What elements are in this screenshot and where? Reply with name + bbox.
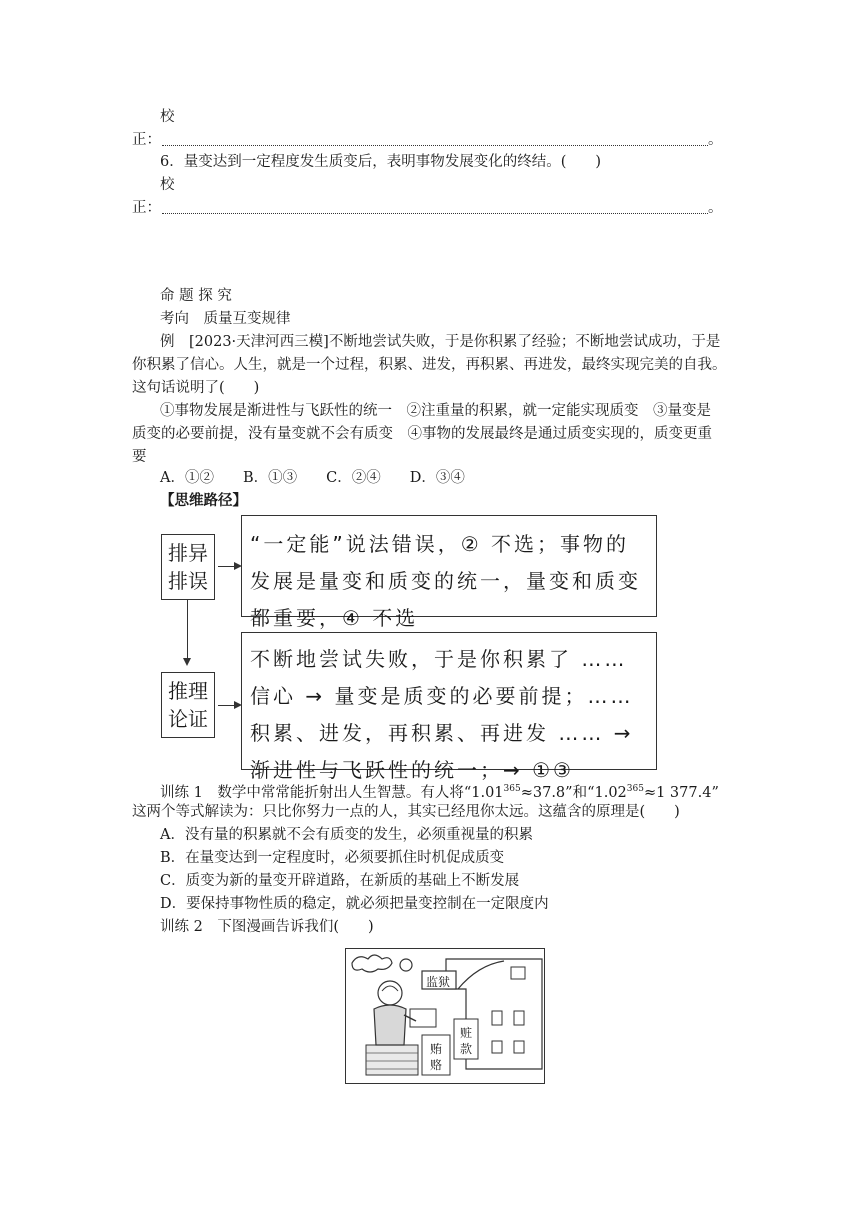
step1-label-b: 排误 [168,569,208,593]
step2-text: 不断地尝试失败，于是你积累了 …… 信心 → 量变是质变的必要前提；…… 积累、进发，再积累、再进发 …… → 渐进性与飞跃性的统一；→ ①③ [250,647,634,782]
train2-text: 训练 2 下图漫画告诉我们( ) [160,919,374,935]
correction-label-top-1: 校 [160,109,175,125]
correction-blank-1[interactable] [162,145,708,146]
example-option-line-2: 质变的必要前提，没有量变就不会有质变 ④事物的发展最终是通过质变实现的，质变更重 [132,426,712,442]
example-option-line-3: 要 [132,449,147,465]
question-6: 6．量变达到一定程度发生质变后，表明事物发展变化的终结。( ) [160,154,602,170]
train1-exp-1: 365 [503,784,521,794]
train1-line1-b: ≈37.8”和“1.02 [520,784,627,801]
cartoon-drawing [346,949,544,1083]
thinking-heading: 【思维路径】 [160,492,247,509]
down-arrow [187,600,188,664]
example-line-3: 这句话说明了( ) [132,380,260,396]
cartoon-brick-2: 赃款 [460,1026,473,1056]
step1-label-box [161,534,215,600]
train1-option-c: C．质变为新的量变开辟道路，在新质的基础上不断发展 [160,873,520,889]
cartoon-image [345,948,545,1084]
train1-line-1 [160,779,719,803]
section-title: 命 题 探 究 [160,288,232,304]
correction-blank-2[interactable] [162,213,708,214]
correction-label-bottom-1: 正： [132,132,161,148]
train1-option-d: D．要保持事物性质的稳定，就必须把量变控制在一定限度内 [160,896,549,912]
example-line-2: 你积累了信心。人生，就是一个过程，积累、进发，再积累、再进发，最终实现完美的自我。 [132,357,727,373]
step2-arrow [218,705,240,706]
correction-end-2: 。 [708,200,723,216]
train1-line1-a: 训练 1 数学中常常能折射出人生智慧。有人将“1.01 [160,784,504,801]
train1-line1-c: ≈1 377.4” [643,784,719,801]
step2-label-box [161,672,215,738]
train1-option-b: B．在量变达到一定程度时，必须要抓住时机促成质变 [160,850,505,866]
step2-box [241,632,657,782]
example-choices: A．①② B．①③ C．②④ D．③④ [160,470,465,486]
example-option-line-1: ①事物发展是渐进性与飞跃性的统一 ②注重量的积累，就一定能实现质变 ③量变是 [160,403,711,419]
section-direction: 考向 质量互变规律 [160,311,291,327]
step1-label-a: 排异 [168,541,208,565]
step1-box [241,515,657,630]
train1-line-2: 这两个等式解读为：只比你努力一点的人，其实已经甩你太远。这蕴含的原理是( ) [132,804,680,820]
step1-text: “一定能”说法错误，② 不选；事物的发展是量变和质变的统一，量变和质变都重要，④ 不选 [250,532,641,630]
cartoon-sign: 监狱 [426,975,451,989]
train1-option-a: A．没有量的积累就不会有质变的发生，必须重视量的积累 [160,827,533,843]
correction-end-1: 。 [708,132,723,148]
example-line-1: 例 [2023·天津河西三模]不断地尝试失败，于是你积累了经验；不断地尝试成功，于是 [160,334,721,350]
step1-arrow [218,566,240,567]
correction-label-bottom-2: 正： [132,200,161,216]
cartoon-brick-1: 贿赂 [430,1042,443,1072]
step2-label-a: 推理 [168,679,208,703]
step2-label-b: 论证 [168,707,208,731]
train1-exp-2: 365 [626,784,644,794]
correction-label-top-2: 校 [160,177,175,193]
